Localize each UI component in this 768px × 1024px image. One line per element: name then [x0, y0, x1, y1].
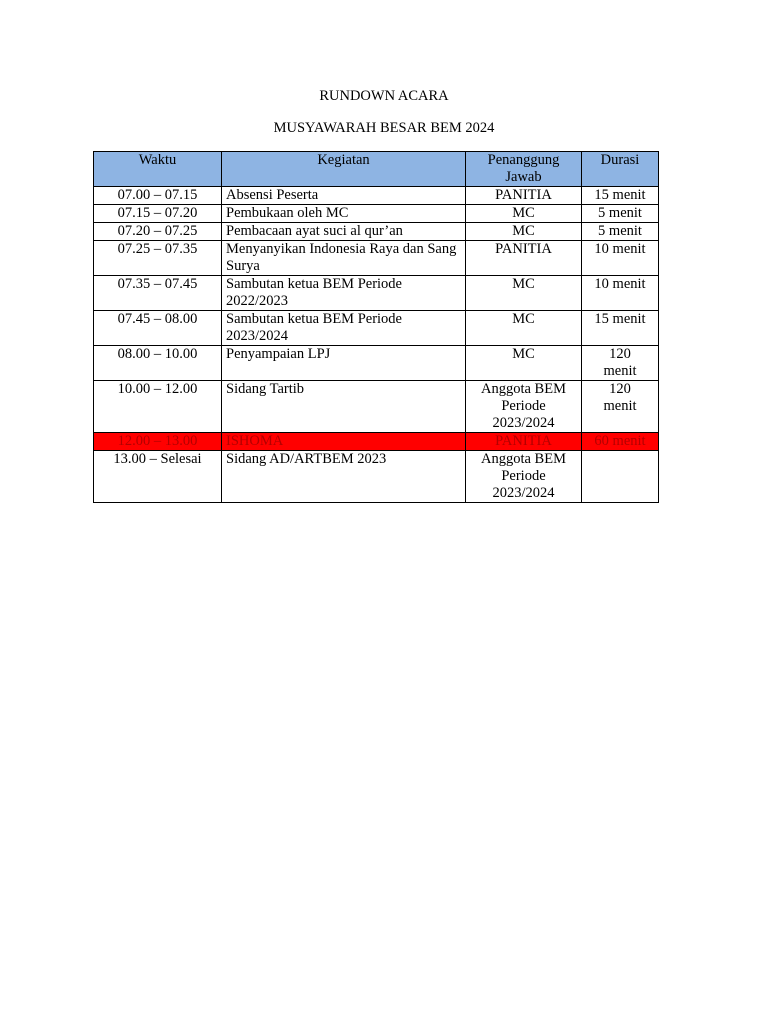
header-durasi: Durasi: [582, 152, 659, 187]
cell-waktu: 07.45 – 08.00: [94, 311, 222, 346]
cell-durasi: 5 menit: [582, 223, 659, 241]
cell-durasi: 10 menit: [582, 241, 659, 276]
cell-waktu: 07.35 – 07.45: [94, 276, 222, 311]
cell-waktu: 07.15 – 07.20: [94, 205, 222, 223]
cell-penanggung-jawab: PANITIA: [466, 187, 582, 205]
cell-waktu: 12.00 – 13.00: [94, 433, 222, 451]
cell-waktu: 07.00 – 07.15: [94, 187, 222, 205]
cell-kegiatan: Sidang Tartib: [222, 381, 466, 433]
cell-kegiatan: ISHOMA: [222, 433, 466, 451]
cell-kegiatan: Pembukaan oleh MC: [222, 205, 466, 223]
cell-waktu: 13.00 – Selesai: [94, 451, 222, 503]
cell-penanggung-jawab: MC: [466, 311, 582, 346]
cell-kegiatan: Sidang AD/ARTBEM 2023: [222, 451, 466, 503]
table-row: [94, 451, 659, 503]
table-row-highlighted: [94, 433, 659, 451]
cell-kegiatan: Sambutan ketua BEM Periode 2023/2024: [222, 311, 466, 346]
table-row: [94, 241, 659, 276]
table-row: [94, 311, 659, 346]
header-waktu: Waktu: [94, 152, 222, 187]
cell-waktu: 07.25 – 07.35: [94, 241, 222, 276]
cell-penanggung-jawab: MC: [466, 276, 582, 311]
cell-penanggung-jawab: MC: [466, 346, 582, 381]
header-penanggung-jawab-label: Penanggung Jawab: [487, 152, 560, 185]
cell-durasi: 10 menit: [582, 276, 659, 311]
cell-penanggung-jawab: MC: [466, 223, 582, 241]
table-row: [94, 223, 659, 241]
cell-kegiatan: Menyanyikan Indonesia Raya dan Sang Surya: [222, 241, 466, 276]
table-row: [94, 381, 659, 433]
cell-waktu: 08.00 – 10.00: [94, 346, 222, 381]
cell-penanggung-jawab: Anggota BEM Periode 2023/2024: [466, 381, 582, 433]
cell-kegiatan: Sambutan ketua BEM Periode 2022/2023: [222, 276, 466, 311]
cell-durasi: [582, 451, 659, 503]
table-row: [94, 187, 659, 205]
cell-durasi: 120 menit: [582, 346, 659, 381]
cell-penanggung-jawab: MC: [466, 205, 582, 223]
cell-durasi: 5 menit: [582, 205, 659, 223]
cell-waktu: 07.20 – 07.25: [94, 223, 222, 241]
cell-kegiatan: Pembacaan ayat suci al qur’an: [222, 223, 466, 241]
cell-kegiatan: Penyampaian LPJ: [222, 346, 466, 381]
table-row: [94, 205, 659, 223]
cell-penanggung-jawab: PANITIA: [466, 433, 582, 451]
table-row: [94, 276, 659, 311]
cell-durasi: 15 menit: [582, 187, 659, 205]
cell-penanggung-jawab: PANITIA: [466, 241, 582, 276]
cell-kegiatan: Absensi Peserta: [222, 187, 466, 205]
cell-durasi: 60 menit: [582, 433, 659, 451]
document-subtitle: MUSYAWARAH BESAR BEM 2024: [273, 120, 495, 136]
cell-penanggung-jawab: Anggota BEM Periode 2023/2024: [466, 451, 582, 503]
header-kegiatan: Kegiatan: [222, 152, 466, 187]
rundown-table: [93, 151, 659, 503]
table-row: [94, 346, 659, 381]
cell-durasi: 120 menit: [582, 381, 659, 433]
table-header-row: [94, 152, 659, 187]
cell-waktu: 10.00 – 12.00: [94, 381, 222, 433]
document-title: RUNDOWN ACARA: [319, 88, 449, 104]
header-penanggung-jawab: [466, 152, 582, 187]
cell-durasi: 15 menit: [582, 311, 659, 346]
